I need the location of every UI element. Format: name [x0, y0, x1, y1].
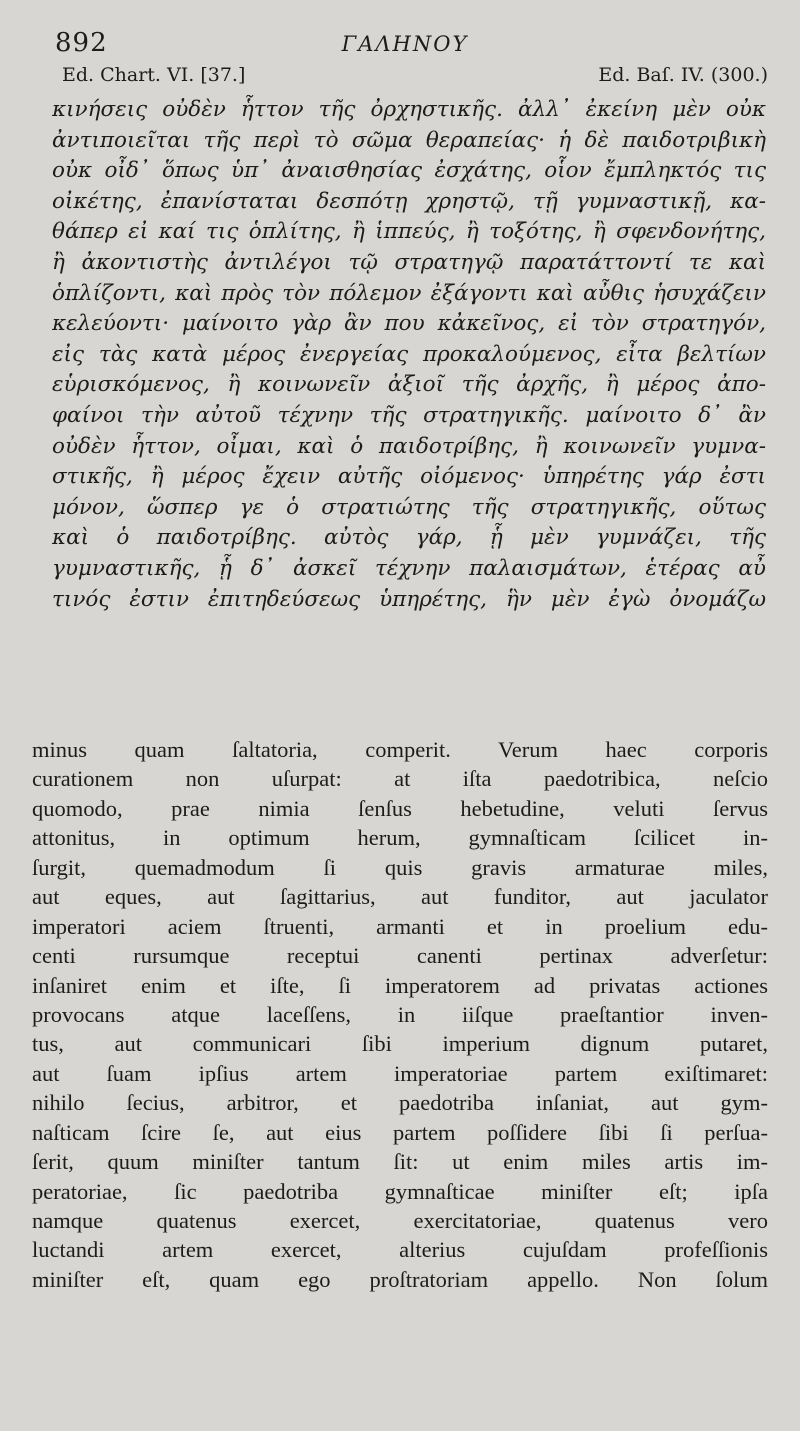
edition-basel: Ed. Baſ. IV. (300.) [598, 64, 768, 86]
latin-text-line: ſurgit, quemadmodum ſi quis gravis armaturae miles, [32, 854, 768, 880]
greek-text-line: ὁπλίζοντι, καὶ πρὸς τὸν πόλεμον ἐξάγοντι καὶ αὖθις ἡσυχάζειν [52, 280, 766, 306]
greek-text-line: οἰκέτης, ἐπανίσταται δεσπότῃ χρηστῷ, τῇ γυμναστικῇ, κα- [52, 188, 766, 214]
latin-text-line: tus, aut communicari ſibi imperium dignum putaret, [32, 1031, 768, 1057]
greek-text-line: γυμναστικῆς, ᾗ δ᾽ ἀσκεῖ τέχνην παλαισμάτων, ἑτέρας αὖ [52, 555, 766, 581]
greek-text-line: μόνον, ὥσπερ γε ὁ στρατιώτης τῆς στρατηγικῆς, οὕτως [52, 494, 766, 520]
edition-chartier: Ed. Chart. VI. [37.] [62, 64, 246, 86]
latin-text-line: namque quatenus exercet, exercitatoriae, quatenus vero [32, 1208, 768, 1233]
greek-text-line: καὶ ὁ παιδοτρίβης. αὐτὸς γάρ, ᾗ μὲν γυμνάζει, τῆς [52, 525, 766, 551]
greek-text-line: ἢ ἀκοντιστὴς ἀντιλέγοι τῷ στρατηγῷ παρατάττοντί τε καὶ [52, 249, 766, 275]
latin-text-line: naſticam ſcire ſe, aut eius partem poſſidere ſibi ſi perſua- [32, 1119, 768, 1145]
latin-text-line: luctandi artem exercet, alterius cujuſdam profeſſionis [32, 1237, 768, 1263]
running-title: ΓΑΛΗΝΟΥ [341, 32, 469, 56]
latin-text-line: centi rursumque receptui canenti pertinax adverſetur: [32, 943, 768, 969]
latin-text-line: peratoriae, ſic paedotriba gymnaſticae miniſter eſt; ipſa [32, 1178, 768, 1204]
page-header [55, 28, 755, 62]
greek-text-line: εἰς τὰς κατὰ μέρος ἐνεργείας προκαλούμενος, εἶτα βελτίων [52, 341, 766, 367]
latin-text-line: aut ſuam ipſius artem imperatoriae partem exiſtimaret: [32, 1060, 768, 1086]
latin-text-line: nihilo ſecius, arbitror, et paedotriba inſaniat, aut gym- [32, 1090, 768, 1116]
latin-text-line: provocans atque laceſſens, in iiſque praeſtantior inven- [32, 1001, 768, 1027]
greek-text-line: φαίνοι τὴν αὐτοῦ τέχνην τῆς στρατηγικῆς. μαίνοιτο δ᾽ ἂν [52, 402, 766, 428]
latin-text-line: attonitus, in optimum herum, gymnaſticam ſcilicet in- [32, 825, 768, 851]
greek-text-line: οὐκ οἶδ᾽ ὅπως ὑπ᾽ ἀναισθησίας ἐσχάτης, οἷον ἔμπληκτός τις [52, 158, 766, 184]
latin-text-line: aut eques, aut ſagittarius, aut funditor, aut jaculator [32, 884, 768, 910]
latin-text-line: ſerit, quum miniſter tantum ſit: ut enim miles artis im- [32, 1149, 768, 1175]
latin-text-block [32, 735, 768, 1294]
greek-text-line: τινός ἐστιν ἐπιτηδεύσεως ὑπηρέτης, ἣν μὲν ἐγὼ ὀνομάζω [52, 586, 766, 612]
greek-text-line: ἀντιποιεῖται τῆς περὶ τὸ σῶμα θεραπείας· ἡ δὲ παιδοτριβικὴ [52, 127, 766, 153]
page-number: 892 [55, 28, 108, 58]
latin-text-line: curationem non uſurpat: at iſta paedotribica, neſcio [32, 766, 768, 792]
latin-text-line: minus quam ſaltatoria, comperit. Verum haec corporis [32, 737, 768, 762]
greek-text-line: οὐδὲν ἧττον, οἶμαι, καὶ ὁ παιδοτρίβης, ἢ κοινωνεῖν γυμνα- [52, 433, 766, 459]
greek-text-line: κινήσεις οὐδὲν ἧττον τῆς ὀρχηστικῆς. ἀλλ᾽ ἐκείνη μὲν οὐκ [52, 97, 766, 122]
greek-text-line: θάπερ εἰ καί τις ὁπλίτης, ἢ ἱππεύς, ἢ τοξότης, ἢ σφενδονήτης, [52, 219, 766, 245]
latin-text-line: miniſter eſt, quam ego proſtratoriam appello. Non ſolum [32, 1266, 768, 1292]
greek-text-line: εὑρισκόμενος, ἢ κοινωνεῖν ἀξιοῖ τῆς ἀρχῆς, ἢ μέρος ἀπο- [52, 372, 766, 398]
latin-text-line: quomodo, prae nimia ſenſus hebetudine, veluti ſervus [32, 795, 768, 821]
latin-text-line: inſaniret enim et iſte, ſi imperatorem ad privatas actiones [32, 972, 768, 998]
greek-text-line: κελεύοντι· μαίνοιτο γὰρ ἂν που κἀκεῖνος, εἰ τὸν στρατηγόν, [52, 311, 766, 337]
greek-text-block [52, 95, 766, 615]
greek-text-line: στικῆς, ἢ μέρος ἔχειν αὐτῆς οἰόμενος· ὑπηρέτης γάρ ἐστι [52, 464, 766, 490]
edition-references [62, 64, 768, 94]
latin-text-line: imperatori aciem ſtruenti, armanti et in proelium edu- [32, 913, 768, 939]
